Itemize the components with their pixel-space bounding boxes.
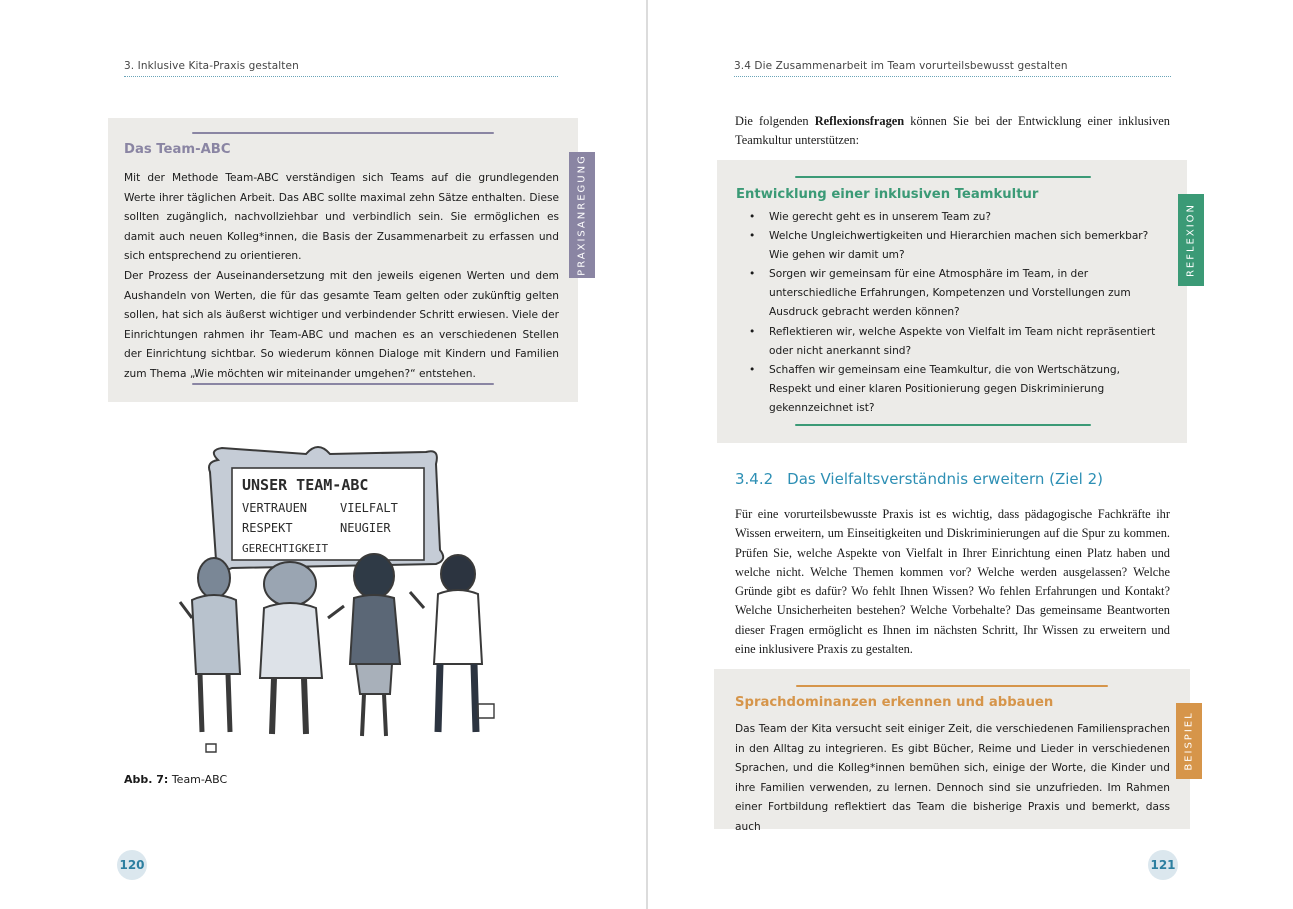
reflexion-question: • Schaffen wir gemeinsam eine Teamkultur, die von Wertschätzung, Respekt und einer klaren Positionierung gegen Diskriminierung gekennzeichnet ist? — [735, 361, 1159, 418]
reflexion-title: Entwicklung einer inklusiven Teamkultur — [736, 187, 1039, 202]
beispiel-tab: BEISPIEL — [1176, 703, 1202, 779]
running-head-left: 3. Inklusive Kita-Praxis gestalten — [124, 60, 299, 72]
section-number: 3.4.2 — [735, 470, 774, 488]
board-word-neugier: NEUGIER — [340, 521, 391, 535]
board-word-vielfalt: VIELFALT — [340, 501, 398, 515]
reflexion-box — [717, 160, 1187, 443]
box-top-rule — [192, 132, 494, 134]
running-head-right: 3.4 Die Zusammenarbeit im Team vorurteilsbewusst gestalten — [734, 60, 1068, 72]
left-page — [0, 0, 646, 909]
board-heading: UNSER TEAM-ABC — [242, 476, 369, 494]
reflexion-question: • Reflektieren wir, welche Aspekte von Vielfalt im Team nicht repräsentiert oder nicht anerkannt sind? — [735, 323, 1159, 361]
beispiel-title: Sprachdominanzen erkennen und abbauen — [735, 695, 1054, 710]
board-word-vertrauen: VERTRAUEN — [242, 501, 308, 515]
praxisanregung-tab: PRAXISANREGUNG — [569, 152, 595, 278]
board-word-gerechtigkeit: GERECHTIGKEIT — [242, 542, 329, 555]
reflexion-question: • Welche Ungleichwertigkeiten und Hierarchien machen sich bemerkbar? Wie gehen wir damit um? — [735, 227, 1159, 265]
intro-bold-term: Reflexionsfragen — [814, 114, 905, 128]
figure-caption-text: Team-ABC — [168, 773, 228, 786]
reflexion-question-list — [735, 208, 1159, 418]
beispiel-top-rule — [796, 685, 1108, 687]
page-number-right: 121 — [1148, 850, 1178, 880]
right-page — [648, 0, 1293, 909]
beispiel-box — [714, 669, 1190, 833]
reflexion-top-rule — [795, 176, 1091, 178]
section-title: Das Vielfaltsverständnis erweitern (Ziel 2) — [787, 470, 1103, 488]
box-title: Das Team-ABC — [124, 142, 231, 157]
section-heading — [735, 470, 1103, 488]
figure-caption-label: Abb. 7: — [124, 773, 169, 786]
box-text: Mit der Methode Team-ABC verständigen sich Teams auf die grundlegenden Werte ihrer täglichen Arbeit. Das ABC sollte maximal zehn Sätze enthalten. Diese sollten zugänglich, nachvollziehbar und verbindlich sein. Sie ermöglichen es damit auch neuen Kolleg*innen, die Basis der Zusammenarbeit zu erfassen und sich entsprechend zu orientieren. Der Prozess der Auseinandersetzung mit den jeweils eigenen Werten und dem Aushandeln von Werten, die für das gesamte Team gelten oder zukünftig gelten sollen, hat sich als äußerst wichtiger und verbindender Schritt erwiesen. Viele der Einrichtungen rahmen ihr Team-ABC und machen es an verschiedenen Stellen der Einrichtung sichtbar. So wiederum können Dialoge mit Kindern und Familien zum Thema „Wie möchten wir miteinander umgehen?“ entstehen. — [124, 172, 559, 380]
reflexion-bottom-rule — [795, 424, 1091, 426]
intro-paragraph: Die folgenden Reflexionsfragen können Sie bei der Entwicklung einer inklusiven Teamkultur unterstützen: — [735, 114, 1170, 148]
beispiel-text: Das Team der Kita versucht seit einiger Zeit, die verschiedenen Familiensprachen in den Alltag zu integrieren. Es gibt Bücher, Reime und Lieder in verschiedenen Sprachen, und die Kolleg*innen bemühen sich, einige der Worte, die Kinder und ihre Familien verwenden, zu lernen. Dennoch sind sie unzufrieden. Im Rahmen einer Fortbildung reflektiert das Team die bisherige Praxis und bemerkt, dass auch — [735, 723, 1170, 833]
box-bottom-rule — [192, 383, 494, 385]
running-head-rule-right — [734, 76, 1171, 77]
page-number-left: 120 — [117, 850, 147, 880]
figure-caption — [124, 773, 227, 786]
praxisanregung-box — [108, 118, 578, 402]
section-paragraph: Für eine vorurteilsbewusste Praxis ist es wichtig, dass pädagogische Fachkräfte ihr Wissen erweitern, um Einseitigkeiten und Diskriminierungen auf die Spur zu kommen. Prüfen Sie, welche Aspekte von Vielfalt in Ihrer Einrichtung einen Platz haben und welche nicht. Welche Themen kommen vor? Welche werden ausgelassen? Welche Gründe gibt es dafür? Wo fehlt Ihnen Wissen? Wo fehlen Erfahrungen und Kontakt? Welche Unsicherheiten bestehen? Welche Vorbehalte? Das gemeinsame Beantworten dieser Fragen ermöglicht es Ihnen im nächsten Schritt, Ihr Wissen zu erweitern und eine inklusivere Praxis zu gestalten. — [735, 507, 1170, 657]
reflexion-question: • Sorgen wir gemeinsam für eine Atmosphäre im Team, in der unterschiedliche Erfahrungen, Kompetenzen und Vorstellungen zum Ausdruck gebracht werden können? — [735, 265, 1159, 322]
reflexion-tab: REFLEXION — [1178, 194, 1204, 286]
reflexion-question: • Wie gerecht geht es in unserem Team zu? — [735, 208, 1159, 227]
team-abc-illustration — [178, 442, 518, 754]
board-word-respekt: RESPEKT — [242, 521, 293, 535]
running-head-rule — [124, 76, 558, 77]
